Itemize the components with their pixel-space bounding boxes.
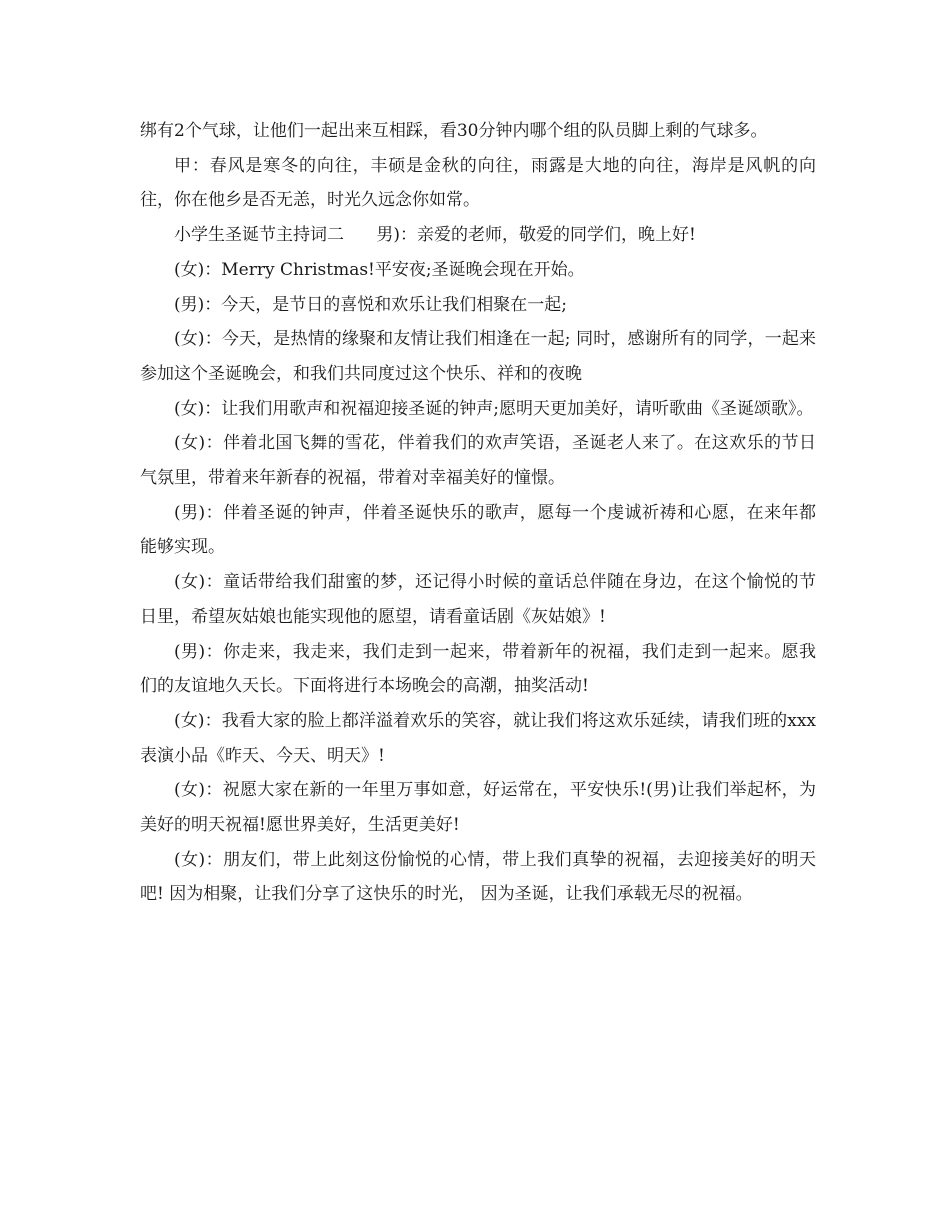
paragraph-dialogue: (女)：童话带给我们甜蜜的梦，还记得小时候的童话总伴随在身边，在这个愉悦的节日里，希望灰姑娘也能实现他的愿望，请看童话剧《灰姑娘》! — [140, 572, 816, 627]
paragraph-dialogue: (女)：今天，是热情的缘聚和友情让我们相逢在一起; 同时，感谢所有的同学，一起来参加这个圣诞晚会，和我们共同度过这个快乐、祥和的夜晚 — [140, 329, 816, 384]
paragraph-dialogue: (男)：伴着圣诞的钟声，伴着圣诞快乐的歌声，愿每一个虔诚祈祷和心愿，在来年都能够实现。 — [140, 502, 816, 558]
paragraph-dialogue: (女)：祝愿大家在新的一年里万事如意，好运常在，平安快乐!(男)让我们举起杯，为美好的明天祝福!愿世界美好，生活更美好! — [140, 780, 816, 836]
paragraph-jia: 甲：春风是寒冬的向往，丰硕是金秋的向往，雨露是大地的向往，海岸是风帆的向往，你在他乡是否无恙，时光久远念你如常。 — [140, 155, 816, 211]
paragraph-dialogue: (女)：我看大家的脸上都洋溢着欢乐的笑容，就让我们将这欢乐延续，请我们班的xxx表演小品《昨天、今天、明天》! — [140, 710, 816, 766]
paragraph-section-heading: 小学生圣诞节主持词二 男)：亲爱的老师，敬爱的同学们，晚上好! — [174, 225, 696, 246]
paragraph-dialogue: (女)：伴着北国飞舞的雪花，伴着我们的欢声笑语，圣诞老人来了。在这欢乐的节日气氛里，带着来年新春的祝福，带着对幸福美好的憧憬。 — [140, 433, 816, 489]
paragraph-continuation: 绑有2个气球，让他们一起出来互相踩，看30分钟内哪个组的队员脚上剩的气球多。 — [140, 121, 768, 141]
paragraph-dialogue: (女)：Merry Christmas!平安夜;圣诞晚会现在开始。 — [174, 259, 585, 280]
paragraph-dialogue: (女)：朋友们，带上此刻这份愉悦的心情，带上我们真挚的祝福，去迎接美好的明天吧! 因为相聚，让我们分享了这快乐的时光， 因为圣诞，让我们承载无尽的祝福。 — [140, 849, 816, 905]
paragraph-dialogue: (女)：让我们用歌声和祝福迎接圣诞的钟声;愿明天更加美好，请听歌曲《圣诞颂歌》。 — [174, 398, 814, 419]
paragraph-dialogue: (男)：今天，是节日的喜悦和欢乐让我们相聚在一起; — [174, 294, 567, 315]
document-body — [140, 114, 816, 912]
paragraph-dialogue: (男)：你走来，我走来，我们走到一起来，带着新年的祝福，我们走到一起来。愿我们的友谊地久天长。下面将进行本场晚会的高潮，抽奖活动! — [140, 641, 816, 697]
